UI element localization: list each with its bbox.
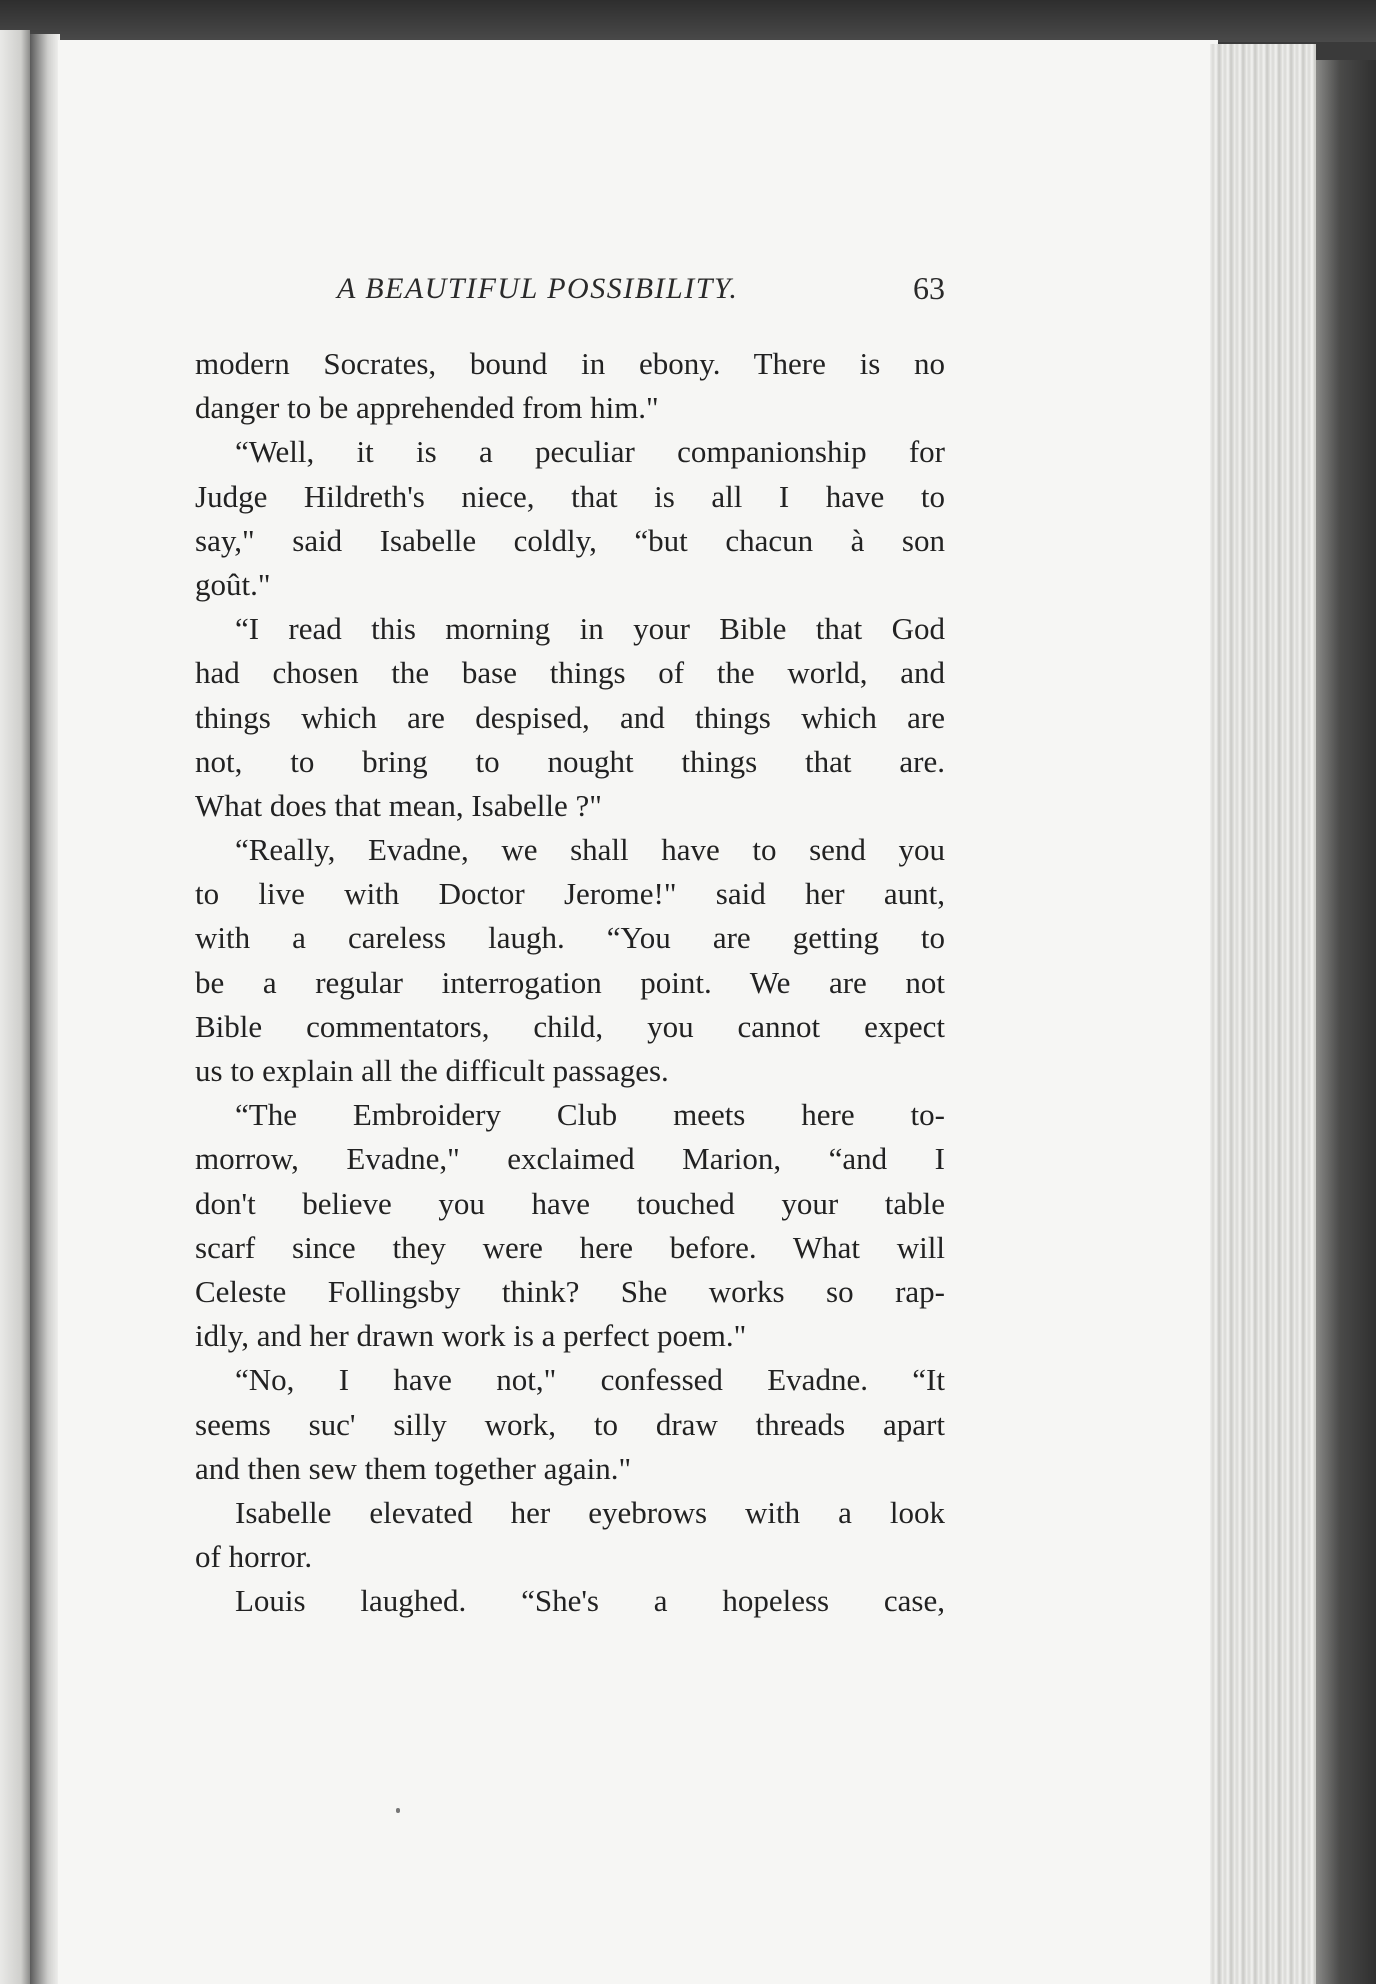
text-line: us to explain all the difficult passages. (195, 1053, 669, 1088)
text-line: Louis laughed. “She's a hopeless case, (235, 1583, 945, 1619)
text-line: not, to bring to nought things that are. (195, 743, 945, 779)
text-line: What does that mean, Isabelle ?" (195, 787, 602, 823)
text-line: Celeste Follingsby think? She works so rap- (195, 1273, 945, 1309)
text-line: goût." (195, 566, 271, 602)
text-line: “The Embroidery Club meets here to- (235, 1097, 945, 1133)
running-header (195, 266, 945, 316)
text-line: morrow, Evadne," exclaimed Marion, “and I (195, 1141, 945, 1177)
text-line: “Well, it is a peculiar companionship for (235, 434, 945, 470)
text-line: scarf since they were here before. What will (195, 1229, 945, 1265)
text-line: danger to be apprehended from him." (195, 390, 659, 426)
page-stack-edges (1210, 44, 1316, 1984)
ink-speck (396, 1808, 400, 1813)
text-line: with a careless laugh. “You are getting to (195, 920, 945, 956)
text-line: Judge Hildreth's niece, that is all I have to (195, 478, 945, 514)
book-gutter (30, 34, 60, 1984)
facing-page-edge (0, 30, 30, 1984)
text-line: Bible commentators, child, you cannot expect (195, 1008, 945, 1044)
text-line: be a regular interrogation point. We are not (195, 964, 945, 1000)
text-line: “No, I have not," confessed Evadne. “It (235, 1362, 945, 1398)
text-line: to live with Doctor Jerome!" said her aunt, (195, 876, 945, 912)
page-number: 63 (913, 270, 945, 306)
text-line: had chosen the base things of the world, and (195, 655, 945, 691)
book-edge-shadow (1316, 60, 1376, 1984)
text-line: and then sew them together again." (195, 1450, 632, 1486)
body-text (195, 342, 945, 1623)
running-title: A BEAUTIFUL POSSIBILITY. (337, 272, 739, 305)
text-line: modern Socrates, bound in ebony. There is no (195, 346, 945, 381)
text-line: idly, and her drawn work is a perfect poem." (195, 1318, 747, 1354)
text-line: “I read this morning in your Bible that God (235, 611, 945, 647)
text-line: don't believe you have touched your table (195, 1185, 945, 1221)
text-line: Isabelle elevated her eyebrows with a look (235, 1494, 945, 1530)
scan-background-top (0, 0, 1376, 42)
text-line: seems suc' silly work, to draw threads apart (195, 1406, 945, 1442)
text-line: say," said Isabelle coldly, “but chacun à son (195, 522, 945, 558)
text-line: of horror. (195, 1539, 313, 1575)
text-line: things which are despised, and things which are (195, 699, 945, 735)
text-line: “Really, Evadne, we shall have to send you (235, 832, 945, 868)
